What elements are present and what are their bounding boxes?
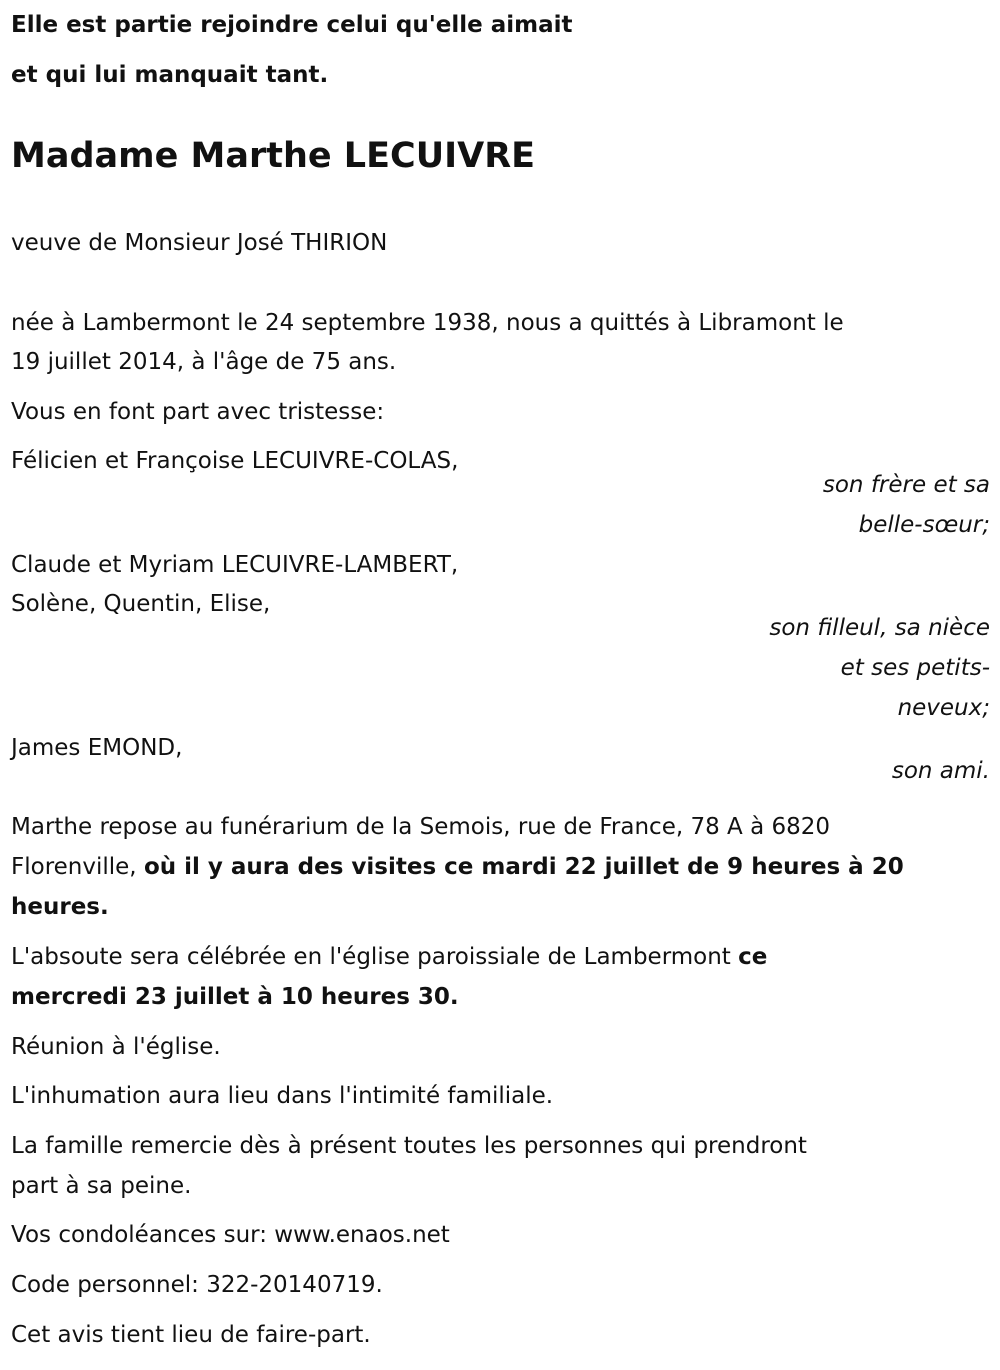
repose-line-2-plain: Florenville,	[11, 854, 144, 880]
family-3-name: James EMOND,	[11, 735, 183, 761]
repose-line-3-bold: heures.	[11, 894, 109, 920]
family-2-name-1: Claude et Myriam LECUIVRE-LAMBERT,	[11, 552, 459, 578]
birth-line-2: 19 juillet 2014, à l'âge de 75 ans.	[11, 349, 397, 375]
birth-line-1: née à Lambermont le 24 septembre 1938, nous a quittés à Libramont le	[11, 310, 844, 336]
family-2-relation-1: son filleul, sa nièce	[769, 615, 990, 641]
header-line-2: et qui lui manquait tant.	[11, 62, 329, 88]
family-2-name-2: Solène, Quentin, Elise,	[11, 591, 271, 617]
thanks-line-1: La famille remercie dès à présent toutes les personnes qui prendront	[11, 1133, 807, 1159]
absoute-line-1	[11, 942, 767, 972]
widow-of: veuve de Monsieur José THIRION	[11, 230, 388, 256]
family-1-relation-2: belle-sœur;	[858, 512, 990, 538]
deceased-name: Madame Marthe LECUIVRE	[11, 136, 536, 176]
family-2-relation-3: neveux;	[897, 695, 990, 721]
absoute-line-1-plain: L'absoute sera célébrée en l'église paroissiale de Lambermont	[11, 944, 739, 970]
family-1-relation-1: son frère et sa	[822, 472, 990, 498]
thanks-line-2: part à sa peine.	[11, 1173, 192, 1199]
family-2-relation-2: et ses petits-	[840, 655, 990, 681]
family-3-relation: son ami.	[891, 758, 990, 784]
absoute-line-2-bold: mercredi 23 juillet à 10 heures 30.	[11, 984, 459, 1010]
absoute-line-2	[11, 982, 459, 1012]
repose-line-2-bold: où il y aura des visites ce mardi 22 juillet de 9 heures à 20	[143, 854, 904, 880]
repose-line-1: Marthe repose au funérarium de la Semois, rue de France, 78 A à 6820	[11, 814, 831, 840]
personal-code: Code personnel: 322-20140719.	[11, 1272, 383, 1298]
announce: Vous en font part avec tristesse:	[11, 399, 385, 425]
repose-line-2	[11, 852, 904, 882]
header-line-1: Elle est partie rejoindre celui qu'elle aimait	[11, 12, 573, 38]
family-1-name: Félicien et Françoise LECUIVRE-COLAS,	[11, 448, 459, 474]
reunion: Réunion à l'église.	[11, 1034, 221, 1060]
inhumation: L'inhumation aura lieu dans l'intimité familiale.	[11, 1083, 554, 1109]
condolences: Vos condoléances sur: www.enaos.net	[11, 1222, 450, 1248]
notice: Cet avis tient lieu de faire-part.	[11, 1322, 371, 1348]
absoute-line-1-bold: ce	[738, 944, 768, 970]
repose-line-3	[11, 892, 109, 922]
